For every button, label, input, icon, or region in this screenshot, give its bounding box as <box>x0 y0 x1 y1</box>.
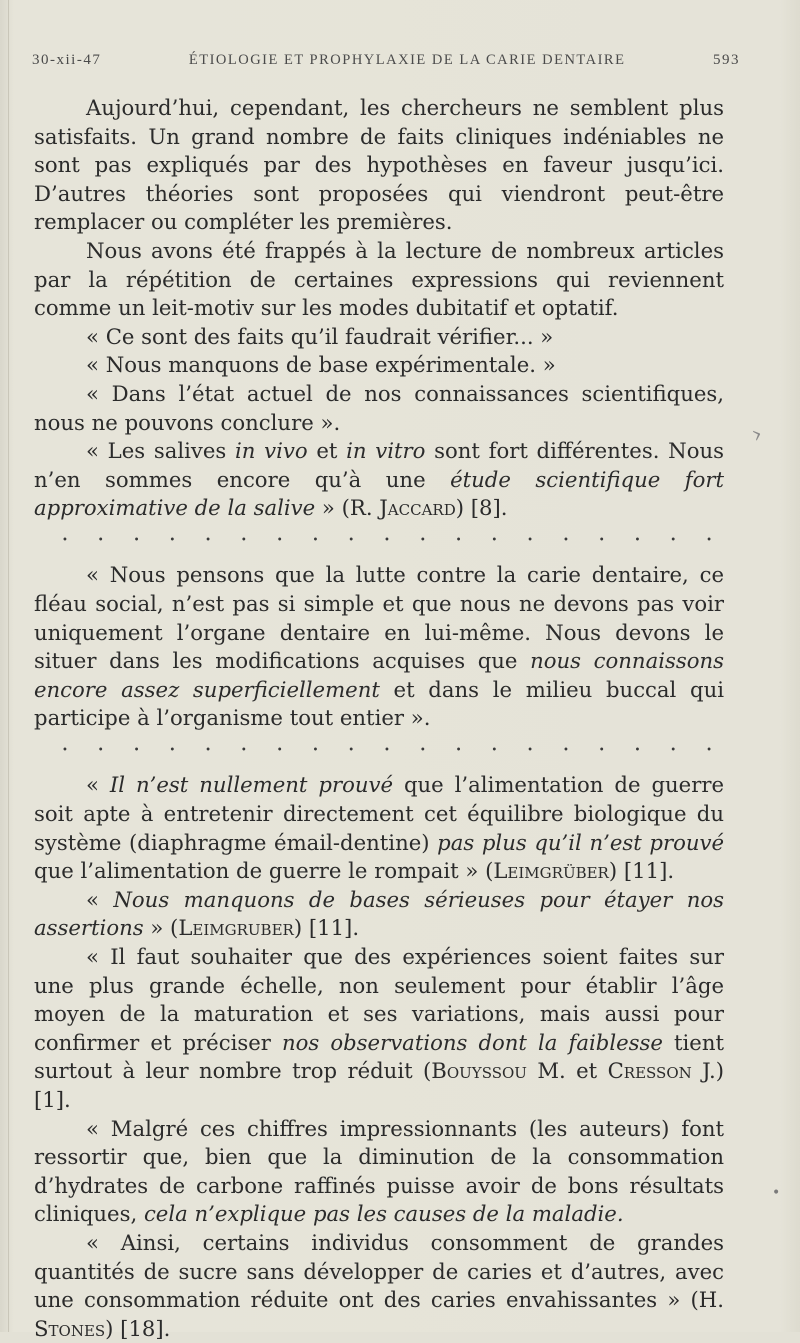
quote-lutte-carie: « Nous pensons que la lutte contre la carie dentaire, ce fléau social, n’est pas si simple et que nous ne devons pas voir uniquement l’organe dentaire en lui-même. Nous devons le situer dans les modifications acquises que nous connaissons encore assez superficiellement et dans le milieu buccal qui participe à l’organisme tout entier ». <box>34 562 725 731</box>
page-edge <box>8 0 9 1332</box>
paragraph-2: Nous avons été frappés à la lecture de nombreux articles par la répétition de certaines expressions qui reviennent comme un leit-motiv sur les modes dubitatif et optatif. <box>34 237 724 321</box>
ellipsis-separator <box>34 530 724 552</box>
quote-experiences: « Il faut souhaiter que des expériences soient faites sur une plus grande échelle, non seulement pour établir l’âge moyen de la maturation et ses variations, mais aussi pour confirmer et préciser nos observations dont la faiblesse tient surtout à leur nombre trop réduit (Bouyssou M. et Cresson J.) [1]. <box>34 944 725 1112</box>
quote-salives: « Les salives in vivo et in vitro sont fort différentes. Nous n’en sommes encore qu’à une étude scientifique fort approximative de la salive » (R. Jaccard) [8]. <box>34 438 724 521</box>
quote-alimentation-guerre: « Il n’est nullement prouvé que l’alimentation de guerre soit apte à entretenir directement cet équilibre biologique du système (diaphragme émail-dentine) pas plus qu’il n’est prouvé que l’alimentation de guerre le rompait » (Leimgrüber) [11]. <box>34 772 724 884</box>
page-number: 593 <box>712 52 740 68</box>
quote-etat-actuel: « Dans l’état actuel de nos connaissances scientifiques, nous ne pouvons conclure ». <box>34 380 724 435</box>
quote-sucre: « Ainsi, certains individus consomment de grandes quantités de sucre sans développer de caries et d’autres, avec une consommation réduite ont des caries envahissantes » (H. Stones) [18]. <box>34 1229 724 1341</box>
body-text <box>34 94 724 1343</box>
paragraph-1: Aujourd’hui, cependant, les chercheurs ne semblent plus satisfaits. Un grand nombre de faits cliniques indéniables ne sont pas expliqués par des hypothèses en faveur jusqu’ici. D’autres théories sont proposées qui viendront peut-être remplacer ou compléter les premières. <box>34 95 724 235</box>
margin-pencil-mark: › <box>747 419 767 449</box>
ellipsis-separator <box>34 740 724 762</box>
running-header <box>32 52 740 69</box>
quote-verifier: « Ce sont des faits qu’il faudrait vérifier... » <box>86 323 554 349</box>
quote-base-experimentale: « Nous manquons de base expérimentale. » <box>86 352 556 378</box>
quote-bases-serieuses: « Nous manquons de bases sérieuses pour étayer nos assertions » (Leimgruber) [11]. <box>34 886 724 941</box>
header-date: 30-xii-47 <box>32 52 102 68</box>
margin-dot-mark: • <box>772 1185 781 1201</box>
header-title: ÉTIOLOGIE ET PROPHYLAXIE DE LA CARIE DENTAIRE <box>188 52 626 68</box>
quote-chiffres: « Malgré ces chiffres impressionnants (les auteurs) font ressortir que, bien que la diminution de la consommation d’hydrates de carbone raffinés puisse avoir de bons résultats cliniques, cela n’explique pas les causes de la maladie. <box>34 1115 724 1227</box>
